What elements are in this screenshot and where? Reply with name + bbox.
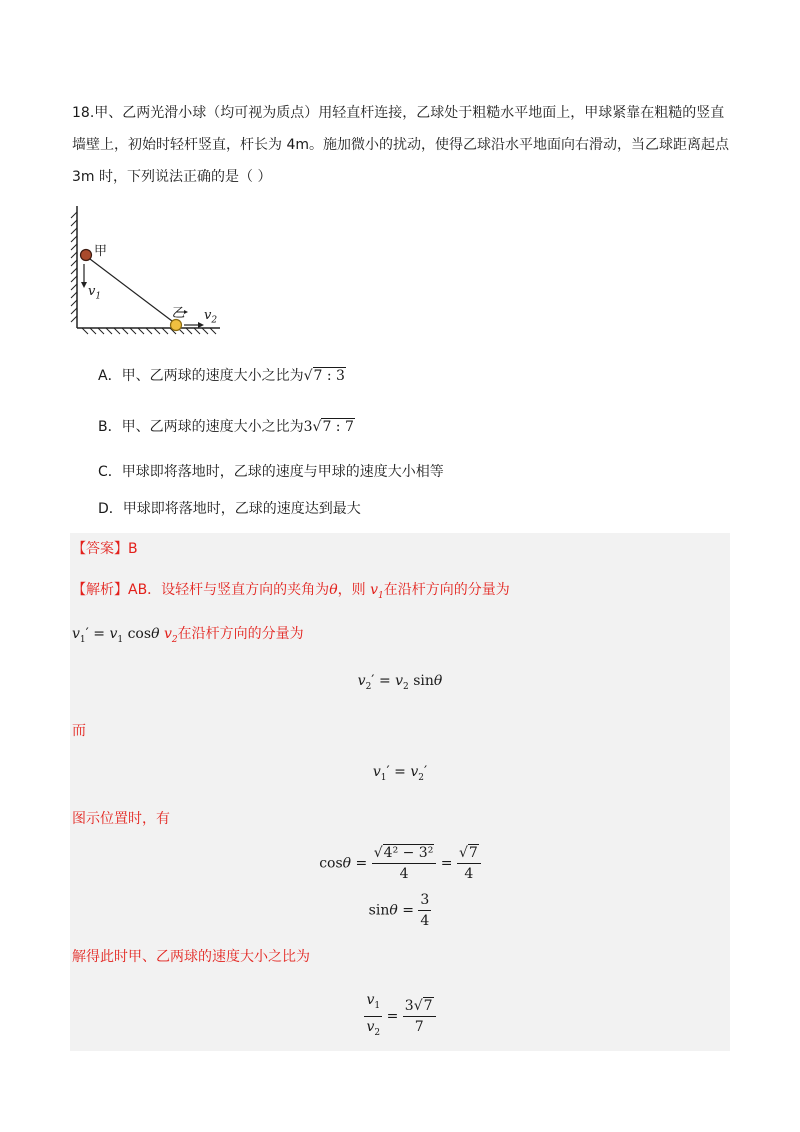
option-c: C．甲球即将落地时，乙球的速度与甲球的速度大小相等	[98, 464, 444, 480]
question-number: 18.	[72, 105, 95, 121]
ball-yi	[171, 320, 182, 331]
option-b: B．甲、乙两球的速度大小之比为3√7 : 7	[98, 419, 354, 435]
label-jia: 甲	[94, 244, 108, 259]
option-d: D．甲球即将落地时，乙球的速度达到最大	[98, 501, 361, 517]
text-solve: 解得此时甲、乙两球的速度大小之比为	[72, 949, 310, 965]
eq-sin-theta: sinθ = $\frac{3}{4}$	[368, 892, 430, 929]
eq-velocity-ratio: $\frac{v_1}{v_2}$ = $\frac{3√7}{7}$	[70, 990, 730, 1043]
question-line-3: 3m 时，下列说法正确的是（ ）	[72, 169, 272, 185]
question-line-2: 墙壁上，初始时轻杆竖直，杆长为 4m。施加微小的扰动，使得乙球沿水平地面向右滑动，当乙球距离起点	[72, 137, 729, 153]
text-position: 图示位置时，有	[72, 811, 170, 827]
eq-cos-theta: cosθ = $\frac{\text{√4² − 3²}}{4}$ = $\frac{√7}{4}$	[70, 843, 730, 884]
option-a-math: √7 : 3	[303, 368, 345, 384]
option-a: A．甲、乙两球的速度大小之比为√7 : 3	[98, 368, 345, 384]
eq-v1-component: $v_1' = v_1$ cosθ $v_2$在沿杆方向的分量为	[72, 626, 304, 645]
label-v2: $v_2$	[204, 308, 218, 326]
label-v1: $v_1$	[88, 284, 102, 302]
text-er: 而	[72, 723, 86, 739]
floor-hatching	[82, 328, 216, 334]
answer-line: 【答案】B	[72, 541, 138, 557]
eq-v2-component: $v_2' = v_2$ sinθ	[357, 673, 443, 692]
option-b-math: 3√7 : 7	[303, 419, 354, 435]
ball-jia	[81, 250, 92, 261]
answer-value: B	[128, 541, 138, 557]
wall-hatching	[71, 212, 77, 322]
answer-box	[70, 533, 730, 1051]
label-yi: 乙	[172, 306, 186, 321]
question-line-1: 18.甲、乙两光滑小球（均可视为质点）用轻直杆连接，乙球处于粗糙水平地面上，甲球紧靠在粗糙的竖直	[72, 105, 725, 121]
eq-v1-equals-v2: $v_1' = v_2'$	[372, 764, 428, 783]
physics-figure	[68, 204, 228, 340]
v1-arrow	[81, 282, 87, 288]
analysis-line: 【解析】AB．设轻杆与竖直方向的夹角为θ，则 $v_1$在沿杆方向的分量为	[72, 582, 510, 601]
